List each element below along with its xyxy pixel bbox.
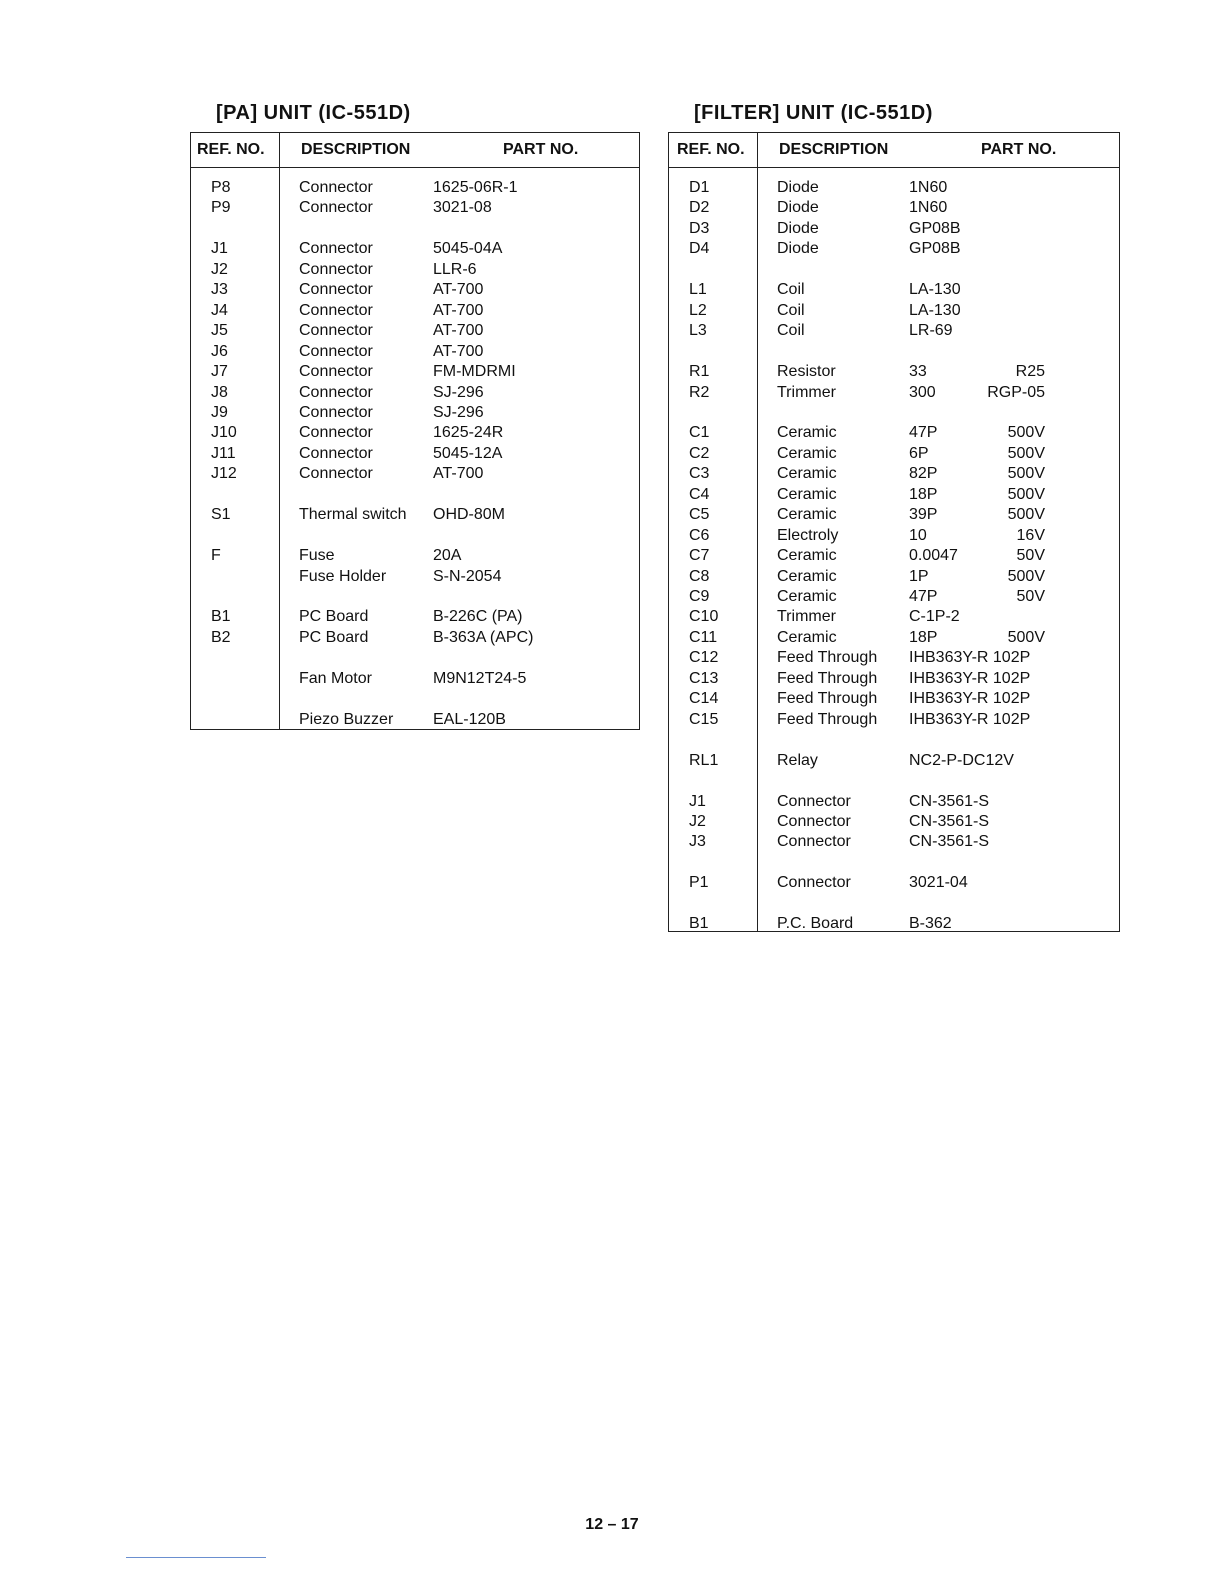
part-no-cell: LLR-6	[433, 260, 477, 278]
part-no-cell: LA-130	[909, 301, 961, 319]
table-row	[669, 239, 1119, 259]
table-row	[191, 464, 639, 484]
description-cell: Coil	[777, 301, 805, 319]
ref-no-cell: C10	[689, 608, 719, 626]
table-row	[669, 710, 1119, 730]
part-no-cell: CN-3561-S	[909, 792, 990, 810]
pa-unit-table	[190, 132, 640, 730]
rating-cell: 16V	[1016, 526, 1045, 544]
part-no-cell: C-1P-2	[909, 608, 960, 626]
rating-cell: 50V	[1016, 547, 1045, 565]
description-cell: Diode	[777, 179, 819, 196]
part-no-cell: 5045-04A	[433, 240, 503, 258]
part-no-cell: B-363A (APC)	[433, 628, 534, 646]
ref-no-cell: J4	[211, 301, 228, 319]
filter-unit-section	[668, 102, 1120, 932]
filter-unit-title: [FILTER] UNIT (IC-551D)	[694, 102, 933, 124]
description-cell: Feed Through	[777, 669, 878, 687]
ref-no-cell: P1	[689, 874, 709, 892]
description-cell: Connector	[777, 833, 851, 851]
description-cell: Feed Through	[777, 649, 878, 667]
part-no-cell: LA-130	[909, 281, 961, 299]
part-no-cell: 0.0047	[909, 547, 958, 565]
ref-no-cell: S1	[211, 506, 231, 524]
description-cell: Diode	[777, 240, 819, 258]
table-row	[669, 812, 1119, 832]
part-no-cell: SJ-296	[433, 403, 484, 421]
rating-cell: 500V	[1007, 506, 1045, 524]
description-cell: Connector	[299, 281, 373, 299]
part-no-cell: 47P	[909, 424, 938, 442]
table-row	[669, 526, 1119, 546]
description-cell: Connector	[299, 240, 373, 258]
description-cell: Connector	[299, 363, 373, 381]
table-row	[669, 362, 1119, 382]
part-no-cell: 5045-12A	[433, 444, 503, 462]
part-no-cell: 3021-08	[433, 199, 492, 217]
table-row	[669, 321, 1119, 341]
table-row	[669, 301, 1119, 321]
description-cell: Ceramic	[777, 588, 837, 605]
part-no-cell: GP08B	[909, 219, 961, 237]
table-row	[669, 485, 1119, 505]
description-cell: Piezo Buzzer	[299, 710, 394, 728]
description-cell: Connector	[299, 383, 373, 401]
description-cell: Connector	[299, 342, 373, 360]
description-cell: Connector	[777, 812, 851, 830]
description-cell: Connector	[299, 424, 373, 442]
part-no-cell: FM-MDRMI	[433, 363, 516, 381]
description-cell: Ceramic	[777, 506, 837, 524]
table-row	[669, 587, 1119, 607]
table-row	[191, 362, 639, 382]
ref-no-cell: J2	[211, 260, 228, 278]
part-no-cell: 10	[909, 526, 927, 544]
table-row	[669, 280, 1119, 300]
table-row	[669, 178, 1119, 198]
description-cell: P.C. Board	[777, 915, 854, 933]
table-row	[669, 689, 1119, 709]
description-cell: Relay	[777, 751, 818, 769]
ref-no-cell: C5	[689, 506, 710, 524]
ref-no-cell: J9	[211, 403, 228, 421]
table-row	[191, 607, 639, 627]
part-no-cell: AT-700	[433, 322, 484, 340]
description-cell: Ceramic	[777, 444, 837, 462]
ref-no-cell: C2	[689, 444, 710, 462]
table-row	[669, 423, 1119, 443]
part-no-cell: 1N60	[909, 179, 948, 196]
part-no-cell: IHB363Y-R 102P	[909, 669, 1031, 687]
table-row	[669, 219, 1119, 239]
description-cell: Fan Motor	[299, 669, 372, 687]
table-row	[669, 464, 1119, 484]
description-cell: Electroly	[777, 526, 839, 544]
rating-cell: 500V	[1007, 424, 1045, 442]
ref-no-cell: J6	[211, 342, 228, 360]
description-cell: Trimmer	[777, 383, 836, 401]
description-cell: Ceramic	[777, 424, 837, 442]
ref-no-cell: C15	[689, 710, 719, 728]
part-no-cell: SJ-296	[433, 383, 484, 401]
part-no-cell: IHB363Y-R 102P	[909, 690, 1031, 708]
table-row	[669, 751, 1119, 771]
ref-no-cell: L1	[689, 281, 707, 299]
pa-unit-section	[190, 102, 640, 730]
table-row	[191, 342, 639, 362]
description-cell: Feed Through	[777, 710, 878, 728]
part-no-cell: 18P	[909, 628, 938, 646]
ref-no-cell: J1	[689, 792, 706, 810]
part-no-header: PART NO.	[503, 141, 579, 158]
ref-no-cell: C13	[689, 669, 719, 687]
table-row	[191, 260, 639, 280]
pa-unit-title: [PA] UNIT (IC-551D)	[216, 102, 411, 124]
table-row	[669, 505, 1119, 525]
ref-no-cell: J1	[211, 240, 228, 258]
part-no-cell: 20A	[433, 547, 462, 565]
ref-no-cell: C11	[689, 628, 718, 646]
part-no-cell: 3021-04	[909, 874, 968, 892]
table-row	[191, 444, 639, 464]
table-row	[191, 403, 639, 423]
part-no-cell: IHB363Y-R 102P	[909, 710, 1031, 728]
part-no-cell: 1N60	[909, 199, 948, 217]
description-cell: Connector	[299, 403, 373, 421]
table-row	[191, 198, 639, 218]
part-no-cell: 47P	[909, 588, 938, 605]
part-no-cell: AT-700	[433, 281, 484, 299]
footer-rule	[126, 1557, 266, 1558]
description-cell: Coil	[777, 322, 805, 340]
table-row	[191, 383, 639, 403]
ref-no-cell: B2	[211, 628, 231, 646]
part-no-cell: GP08B	[909, 240, 961, 258]
filter-table-header	[669, 133, 1119, 168]
description-cell: Feed Through	[777, 690, 878, 708]
ref-no-cell: R1	[689, 363, 710, 381]
rating-cell: 500V	[1007, 465, 1045, 483]
table-row	[191, 710, 639, 730]
rating-cell: 500V	[1007, 567, 1045, 585]
ref-no-cell: B1	[211, 608, 231, 626]
description-cell: PC Board	[299, 628, 369, 646]
part-no-cell: B-362	[909, 915, 952, 933]
table-row	[669, 648, 1119, 668]
ref-no-cell: J5	[211, 322, 228, 340]
ref-no-cell: C9	[689, 588, 710, 605]
table-row	[191, 423, 639, 443]
description-cell: PC Board	[299, 608, 369, 626]
ref-no-cell: C14	[689, 690, 719, 708]
ref-no-cell: J3	[689, 833, 706, 851]
description-cell: Connector	[299, 199, 373, 217]
description-cell: Ceramic	[777, 547, 837, 565]
rating-cell: 500V	[1007, 628, 1045, 646]
ref-no-cell: J12	[211, 465, 237, 483]
ref-no-cell: J11	[211, 444, 236, 462]
table-row	[191, 280, 639, 300]
part-no-cell: M9N12T24-5	[433, 669, 527, 687]
part-no-cell: 1625-06R-1	[433, 179, 518, 196]
description-cell: Connector	[299, 465, 373, 483]
table-row	[669, 546, 1119, 566]
table-row	[191, 321, 639, 341]
ref-no-cell: D3	[689, 219, 710, 237]
part-no-cell: CN-3561-S	[909, 833, 990, 851]
table-row	[669, 444, 1119, 464]
description-cell: Thermal switch	[299, 506, 407, 524]
description-cell: Diode	[777, 199, 819, 217]
description-cell: Connector	[299, 260, 373, 278]
ref-no-cell: B1	[689, 915, 709, 933]
part-no-cell: AT-700	[433, 342, 484, 360]
description-cell: Connector	[299, 301, 373, 319]
description-cell: Connector	[299, 322, 373, 340]
part-no-cell: B-226C (PA)	[433, 608, 523, 626]
table-row	[669, 198, 1119, 218]
rating-cell: RGP-05	[987, 383, 1045, 401]
table-row	[191, 301, 639, 321]
table-row	[191, 546, 639, 566]
ref-no-cell: RL1	[689, 751, 719, 769]
ref-no-header: REF. NO.	[197, 141, 265, 158]
ref-no-cell: L3	[689, 322, 707, 340]
description-cell: Ceramic	[777, 628, 837, 646]
description-header: DESCRIPTION	[301, 141, 411, 158]
description-cell: Connector	[299, 444, 373, 462]
ref-no-cell: J10	[211, 424, 237, 442]
rating-cell: 500V	[1007, 485, 1045, 503]
part-no-header: PART NO.	[981, 141, 1057, 158]
description-cell: Fuse	[299, 547, 335, 565]
table-row	[191, 628, 639, 648]
ref-no-cell: D4	[689, 240, 710, 258]
ref-no-cell: J2	[689, 812, 706, 830]
ref-no-cell: C7	[689, 547, 710, 565]
ref-no-cell: P9	[211, 199, 231, 217]
table-row	[191, 239, 639, 259]
ref-no-cell: R2	[689, 383, 710, 401]
table-row	[669, 873, 1119, 893]
table-row	[191, 178, 639, 198]
part-no-cell: 33	[909, 363, 927, 381]
part-no-cell: 39P	[909, 506, 938, 524]
part-no-cell: IHB363Y-R 102P	[909, 649, 1031, 667]
description-cell: Trimmer	[777, 608, 836, 626]
ref-no-cell: C1	[689, 424, 710, 442]
part-no-cell: 18P	[909, 485, 938, 503]
table-row	[669, 567, 1119, 587]
description-cell: Connector	[299, 179, 373, 196]
ref-no-cell: C12	[689, 649, 719, 667]
table-row	[191, 567, 639, 587]
description-cell: Connector	[777, 874, 851, 892]
ref-no-cell: D2	[689, 199, 710, 217]
part-no-cell: AT-700	[433, 301, 484, 319]
ref-no-cell: C3	[689, 465, 710, 483]
ref-no-cell: J3	[211, 281, 228, 299]
table-row	[669, 383, 1119, 403]
filter-unit-table	[668, 132, 1120, 932]
table-row	[669, 914, 1119, 934]
page-number: 12 – 17	[585, 1516, 639, 1533]
table-row	[191, 505, 639, 525]
rating-cell: 500V	[1007, 444, 1045, 462]
description-cell: Resistor	[777, 363, 836, 381]
ref-no-cell: C6	[689, 526, 710, 544]
description-cell: Fuse Holder	[299, 567, 387, 585]
table-row	[191, 669, 639, 689]
part-no-cell: EAL-120B	[433, 710, 506, 728]
part-no-cell: 6P	[909, 444, 929, 462]
pa-table-header	[191, 133, 639, 168]
description-cell: Coil	[777, 281, 805, 299]
ref-no-cell: J8	[211, 383, 228, 401]
table-row	[669, 832, 1119, 852]
ref-no-cell: L2	[689, 301, 707, 319]
part-no-cell: 1625-24R	[433, 424, 504, 442]
part-no-cell: NC2-P-DC12V	[909, 751, 1014, 769]
ref-no-cell: C4	[689, 485, 710, 503]
part-no-cell: S-N-2054	[433, 567, 502, 585]
part-no-cell: OHD-80M	[433, 506, 506, 524]
rating-cell: R25	[1015, 363, 1045, 381]
ref-no-cell: F	[211, 547, 221, 565]
ref-no-cell: P8	[211, 179, 231, 196]
description-cell: Ceramic	[777, 567, 837, 585]
part-no-cell: 300	[909, 383, 936, 401]
description-cell: Diode	[777, 219, 819, 237]
ref-no-cell: C8	[689, 567, 710, 585]
table-row	[669, 669, 1119, 689]
table-row	[669, 792, 1119, 812]
description-header: DESCRIPTION	[779, 141, 889, 158]
part-no-cell: 1P	[909, 567, 929, 585]
description-cell: Ceramic	[777, 485, 837, 503]
table-row	[669, 628, 1119, 648]
ref-no-cell: J7	[211, 363, 228, 381]
table-row	[669, 607, 1119, 627]
description-cell: Ceramic	[777, 465, 837, 483]
ref-no-cell: D1	[689, 179, 710, 196]
description-cell: Connector	[777, 792, 851, 810]
rating-cell: 50V	[1016, 588, 1045, 605]
part-no-cell: CN-3561-S	[909, 812, 990, 830]
part-no-cell: LR-69	[909, 322, 953, 340]
part-no-cell: AT-700	[433, 465, 484, 483]
part-no-cell: 82P	[909, 465, 938, 483]
ref-no-header: REF. NO.	[677, 141, 745, 158]
